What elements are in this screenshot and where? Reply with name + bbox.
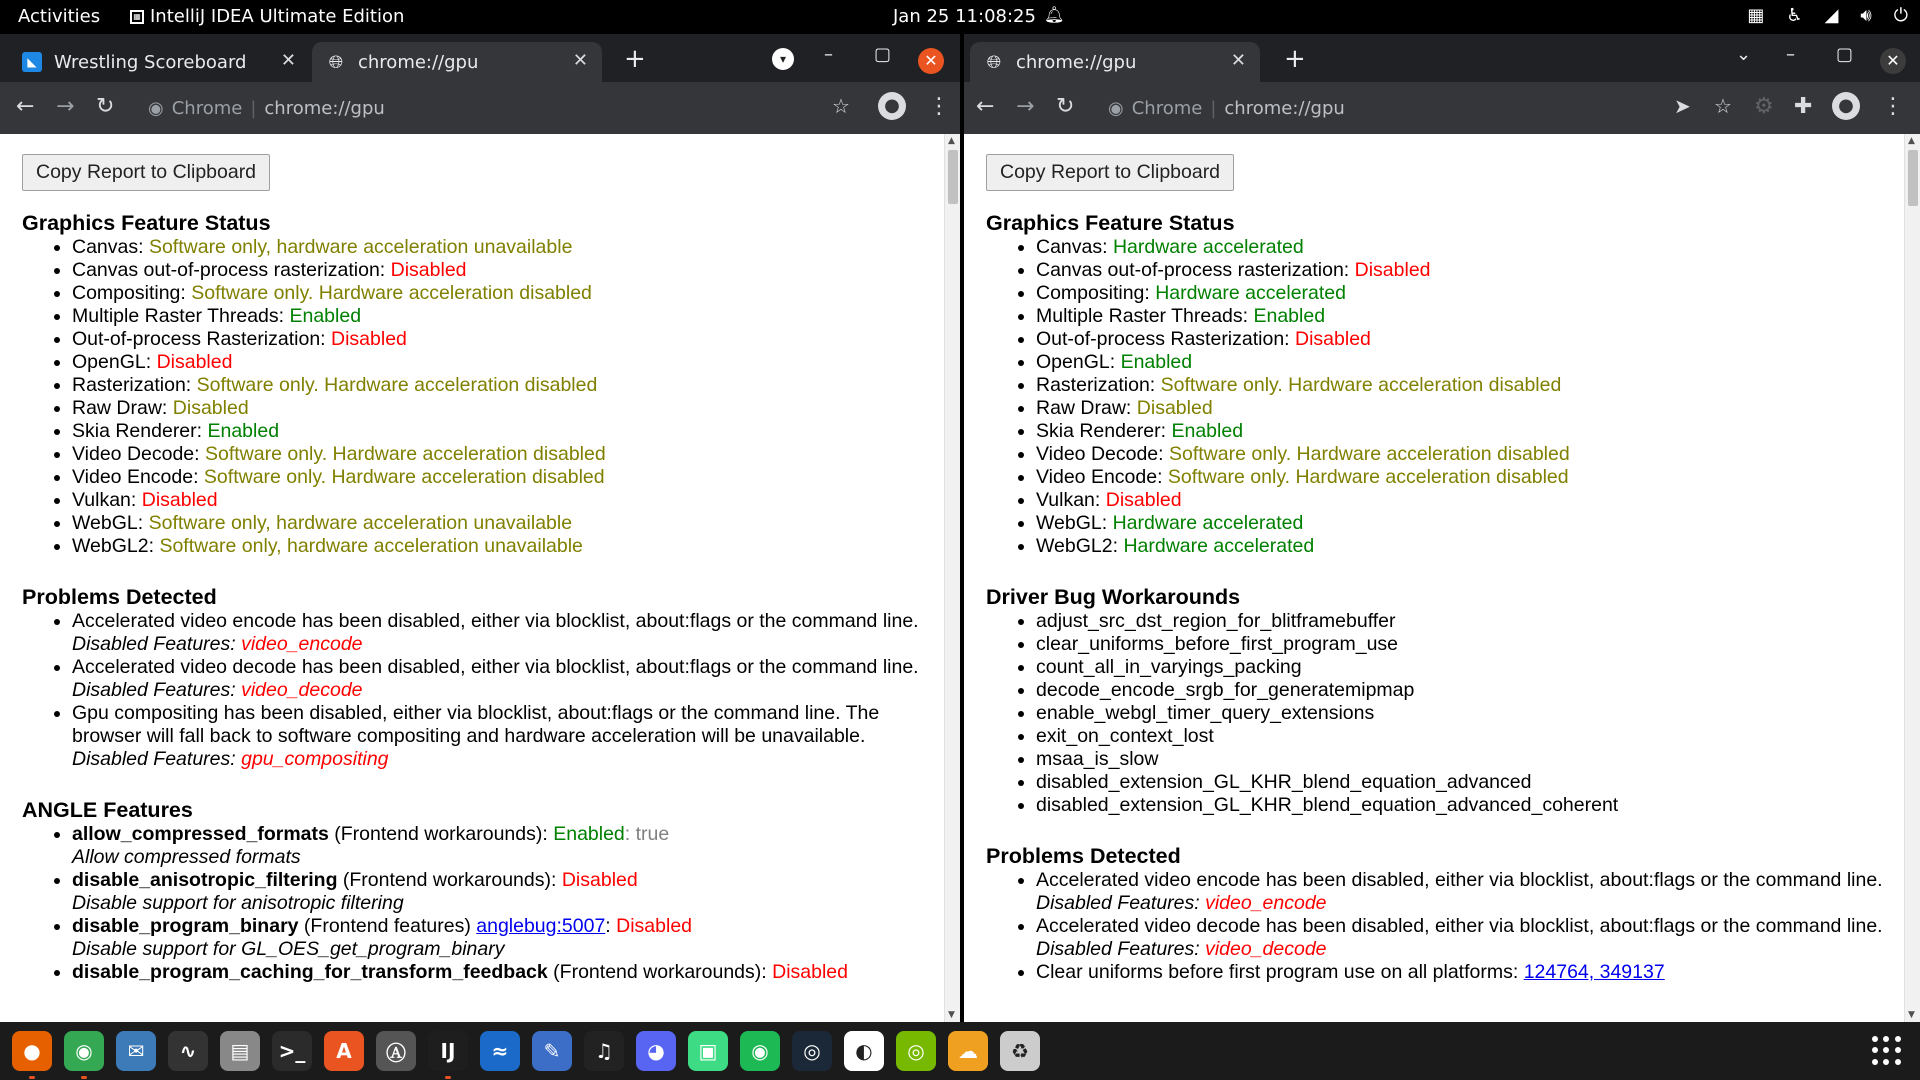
problem-item bbox=[72, 702, 942, 771]
close-tab-icon[interactable]: ✕ bbox=[1230, 50, 1246, 71]
disabled-feature-name: video_encode bbox=[1205, 892, 1327, 914]
feature-status-value: Disabled bbox=[331, 328, 407, 350]
forward-icon[interactable]: → bbox=[1016, 94, 1035, 119]
feature-status-item bbox=[1036, 351, 1902, 374]
feature-name: WebGL2: bbox=[72, 535, 160, 557]
feature-name: Multiple Raster Threads: bbox=[72, 305, 290, 327]
intellij-icon[interactable]: IJ bbox=[428, 1031, 468, 1071]
feature-status-value: Software only, hardware acceleration unavailable bbox=[148, 236, 573, 258]
new-tab-button[interactable]: + bbox=[624, 44, 646, 74]
vertical-scrollbar[interactable] bbox=[944, 134, 960, 1022]
tab-chrome-gpu[interactable] bbox=[970, 42, 1260, 82]
feature-name: WebGL2: bbox=[1036, 535, 1124, 557]
disabled-feature-name: video_encode bbox=[241, 633, 363, 655]
globe-icon: 🌐︎ bbox=[328, 51, 344, 73]
feature-name: Canvas: bbox=[72, 236, 149, 258]
volume-icon[interactable]: 🔊︎ bbox=[1860, 5, 1872, 26]
software-center-icon[interactable]: A bbox=[324, 1031, 364, 1071]
tab-title: Wrestling Scoreboard bbox=[54, 51, 247, 73]
feature-status-value: Hardware accelerated bbox=[1155, 282, 1346, 304]
problem-item bbox=[1036, 961, 1902, 984]
power-icon[interactable]: ⏻ bbox=[1893, 5, 1908, 26]
feature-status-value: Disabled bbox=[1354, 259, 1431, 281]
feature-status-item bbox=[72, 397, 942, 420]
problems-list bbox=[72, 610, 942, 771]
page-content bbox=[964, 134, 1902, 1022]
browser-window-right bbox=[964, 34, 1920, 1022]
nvidia-icon[interactable]: ◎ bbox=[896, 1031, 936, 1071]
scrollbar-thumb[interactable] bbox=[1908, 150, 1918, 206]
angle-feature-category: (Frontend features) bbox=[298, 915, 477, 937]
close-window-button[interactable]: ✕ bbox=[1880, 48, 1906, 74]
angle-feature-condition: : true bbox=[624, 823, 670, 845]
software-updater-icon[interactable]: Ⓐ bbox=[376, 1031, 416, 1071]
workaround-item: • enable_webgl_timer_query_extensions bbox=[1036, 702, 1902, 725]
feature-status-value: Software only. Hardware acceleration disabled bbox=[1160, 374, 1562, 396]
problem-text: Accelerated video decode has been disabled, either via blocklist, about:flags or the command line. bbox=[72, 656, 919, 678]
feature-status-item bbox=[1036, 328, 1902, 351]
weather-icon[interactable]: ☁ bbox=[948, 1031, 988, 1071]
angle-feature-status: Disabled bbox=[772, 961, 849, 983]
feature-status-item bbox=[72, 443, 942, 466]
tab-wrestling-scoreboard[interactable] bbox=[8, 42, 310, 82]
feature-name: Vulkan: bbox=[1036, 489, 1106, 511]
scrollbar-thumb[interactable] bbox=[948, 150, 958, 204]
globe-icon: 🌐︎ bbox=[986, 51, 1002, 73]
feature-status-item bbox=[1036, 259, 1902, 282]
send-tab-icon[interactable]: ➤ bbox=[1674, 94, 1691, 118]
angle-feature-name: allow_compressed_formats bbox=[72, 823, 329, 845]
feature-status-value: Software only. Hardware acceleration disabled bbox=[203, 466, 605, 488]
omnibox-url[interactable]: chrome://gpu bbox=[1224, 97, 1345, 119]
app-menu[interactable] bbox=[130, 6, 404, 27]
feature-status-value: Disabled bbox=[1136, 397, 1213, 419]
new-tab-button[interactable]: + bbox=[1284, 44, 1306, 74]
section-title: ANGLE Features bbox=[22, 798, 193, 822]
workaround-item: • disabled_extension_GL_KHR_blend_equation_advanced_coherent bbox=[1036, 794, 1902, 817]
angle-feature-description: Disable support for anisotropic filtering bbox=[72, 892, 404, 914]
feature-name: Compositing: bbox=[1036, 282, 1156, 304]
feature-name: Canvas: bbox=[1036, 236, 1113, 258]
wifi-icon[interactable]: ◢ bbox=[1824, 5, 1839, 26]
feature-status-value: Enabled bbox=[1171, 420, 1244, 442]
bookmark-star-icon[interactable]: ☆ bbox=[1714, 94, 1732, 118]
intellij-app-icon: ▦ bbox=[130, 10, 144, 24]
disabled-features-line bbox=[72, 679, 942, 702]
feature-status-value: Disabled bbox=[1295, 328, 1371, 350]
angle-feature-name: disable_program_caching_for_transform_feedback bbox=[72, 961, 548, 983]
terminal-icon[interactable]: >_ bbox=[272, 1031, 312, 1071]
feature-status-value: Disabled bbox=[390, 259, 467, 281]
feature-name: Raw Draw: bbox=[1036, 397, 1137, 419]
feature-name: Skia Renderer: bbox=[72, 420, 208, 442]
angle-feature-name: disable_anisotropic_filtering bbox=[72, 869, 338, 891]
feature-status-item bbox=[72, 489, 942, 512]
feature-name: Rasterization: bbox=[1036, 374, 1161, 396]
feature-status-value: Software only, hardware acceleration unavailable bbox=[148, 512, 573, 534]
discord-icon[interactable]: ◕ bbox=[636, 1031, 676, 1071]
menu-kebab-icon[interactable]: ⋮ bbox=[928, 94, 950, 119]
feature-status-item bbox=[1036, 535, 1902, 558]
feature-name: Rasterization: bbox=[72, 374, 197, 396]
omnibox-chip: Chrome bbox=[1131, 97, 1203, 119]
problem-item bbox=[1036, 869, 1902, 915]
feature-status-item bbox=[72, 236, 942, 259]
disabled-features-label: Disabled Features: bbox=[1036, 938, 1206, 960]
close-tab-icon[interactable]: ✕ bbox=[280, 50, 296, 71]
feature-status-value: Hardware accelerated bbox=[1112, 236, 1304, 258]
workaround-item: • adjust_src_dst_region_for_blitframebuffer bbox=[1036, 610, 1902, 633]
feature-status-value: Enabled bbox=[289, 305, 362, 327]
feature-status-item bbox=[1036, 305, 1902, 328]
feature-status-item bbox=[1036, 443, 1902, 466]
angle-feature-status: Disabled bbox=[616, 915, 693, 937]
workaround-item: • decode_encode_srgb_for_generatemipmap bbox=[1036, 679, 1902, 702]
disabled-features-label: Disabled Features: bbox=[72, 633, 242, 655]
section-title: Graphics Feature Status bbox=[986, 211, 1235, 235]
feature-status-value: Hardware accelerated bbox=[1112, 512, 1304, 534]
back-icon[interactable]: ← bbox=[976, 94, 995, 119]
feature-name: Video Decode: bbox=[72, 443, 205, 465]
close-tab-icon[interactable]: ✕ bbox=[572, 50, 588, 71]
disabled-feature-name: video_decode bbox=[1205, 938, 1327, 960]
angle-features-list bbox=[72, 823, 942, 984]
profile-avatar[interactable]: ● bbox=[878, 92, 906, 120]
feature-name: Out-of-process Rasterization: bbox=[72, 328, 332, 350]
problems-list bbox=[1036, 869, 1902, 984]
feature-name: OpenGL: bbox=[1036, 351, 1121, 373]
activities-button[interactable]: Activities bbox=[18, 6, 101, 27]
disabled-features-line bbox=[72, 633, 942, 656]
feature-name: Canvas out-of-process rasterization: bbox=[72, 259, 391, 281]
feature-status-item bbox=[1036, 236, 1902, 259]
feature-status-value: Disabled bbox=[141, 489, 218, 511]
problem-text: Clear uniforms before first program use on all platforms: bbox=[1036, 961, 1524, 983]
feature-status-item bbox=[72, 282, 942, 305]
reload-icon[interactable]: ↻ bbox=[96, 94, 115, 119]
workaround-item: • exit_on_context_lost bbox=[1036, 725, 1902, 748]
feature-status-item bbox=[72, 535, 942, 558]
chrome-icon[interactable]: ◉ bbox=[64, 1031, 104, 1071]
omnibox-separator: | bbox=[250, 97, 257, 119]
feature-status-item bbox=[1036, 397, 1902, 420]
bookmark-star-icon[interactable]: ☆ bbox=[832, 94, 850, 118]
feature-name: Out-of-process Rasterization: bbox=[1036, 328, 1296, 350]
feature-status-value: Software only, hardware acceleration unavailable bbox=[159, 535, 583, 557]
android-icon[interactable]: ▣ bbox=[688, 1031, 728, 1071]
app-menu-label: IntelliJ IDEA Ultimate Edition bbox=[150, 6, 405, 27]
feature-status-item bbox=[72, 420, 942, 443]
angle-bug-link[interactable]: anglebug:5007 bbox=[476, 915, 606, 937]
omnibox-separator: | bbox=[1210, 97, 1217, 119]
system-monitor-icon[interactable]: ∿ bbox=[168, 1031, 208, 1071]
angle-feature-category: (Frontend workarounds): bbox=[337, 869, 562, 891]
problem-text: Gpu compositing has been disabled, either via blocklist, about:flags or the command line. The browser will fall back to software compositing and hardware acceleration will be unavailable. bbox=[72, 702, 880, 747]
problem-item bbox=[72, 610, 942, 656]
driver-workarounds-list bbox=[1036, 610, 1902, 817]
angle-feature-name: disable_program_binary bbox=[72, 915, 299, 937]
system-top-bar bbox=[0, 0, 1920, 34]
minimize-button[interactable]: – bbox=[1786, 44, 1795, 65]
dock bbox=[0, 1022, 1920, 1080]
feature-name: Video Decode: bbox=[1036, 443, 1169, 465]
menu-kebab-icon[interactable]: ⋮ bbox=[1882, 94, 1904, 119]
copy-report-button[interactable]: Copy Report to Clipboard bbox=[986, 154, 1234, 191]
feature-name: Video Encode: bbox=[72, 466, 204, 488]
angle-feature-item bbox=[72, 961, 942, 984]
chrome-security-icon: ◉ bbox=[1108, 97, 1124, 119]
problem-text: Accelerated video decode has been disabled, either via blocklist, about:flags or the command line. bbox=[1036, 915, 1883, 937]
problem-text: Accelerated video encode has been disabled, either via blocklist, about:flags or the command line. bbox=[72, 610, 919, 632]
angle-feature-category: (Frontend workarounds): bbox=[328, 823, 554, 845]
scroll-down-arrow-icon[interactable]: ▼ bbox=[948, 1010, 955, 1020]
problem-item bbox=[72, 656, 942, 702]
feature-status-value: Enabled bbox=[1253, 305, 1326, 327]
bug-links[interactable]: 124764, 349137 bbox=[1523, 961, 1665, 983]
feature-name: WebGL: bbox=[1036, 512, 1113, 534]
omnibox[interactable] bbox=[1108, 90, 1608, 126]
feature-name: Multiple Raster Threads: bbox=[1036, 305, 1254, 327]
steam-icon[interactable]: ◎ bbox=[792, 1031, 832, 1071]
minimize-button[interactable]: – bbox=[824, 44, 833, 65]
feature-name: Compositing: bbox=[72, 282, 192, 304]
app-favicon-icon: ◣ bbox=[22, 52, 42, 72]
feature-status-value: Disabled bbox=[1105, 489, 1182, 511]
angle-feature-category: (Frontend workarounds): bbox=[547, 961, 773, 983]
feature-status-item bbox=[1036, 489, 1902, 512]
accessibility-icon[interactable]: ♿︎ bbox=[1786, 5, 1803, 26]
feature-status-list bbox=[1036, 236, 1902, 558]
feature-status-item bbox=[1036, 466, 1902, 489]
page-content bbox=[0, 134, 942, 1022]
workspace-icon[interactable]: ▦ bbox=[1747, 5, 1765, 26]
disabled-features-label: Disabled Features: bbox=[1036, 892, 1206, 914]
workaround-item: • msaa_is_slow bbox=[1036, 748, 1902, 771]
feature-status-value: Enabled bbox=[1120, 351, 1193, 373]
trash-icon[interactable]: ♻ bbox=[1000, 1031, 1040, 1071]
extension-gear-icon[interactable]: ⚙ bbox=[1754, 94, 1774, 119]
colon-separator: : bbox=[605, 915, 617, 937]
omnibox-url[interactable]: chrome://gpu bbox=[264, 97, 385, 119]
disabled-features-line bbox=[72, 748, 942, 771]
tab-chrome-gpu[interactable] bbox=[312, 42, 602, 82]
disabled-feature-name: video_decode bbox=[241, 679, 363, 701]
tab-title: chrome://gpu bbox=[1016, 51, 1137, 73]
firefox-icon[interactable]: ● bbox=[12, 1031, 52, 1071]
feature-status-value: Disabled bbox=[172, 397, 249, 419]
feature-status-item bbox=[1036, 420, 1902, 443]
files-icon[interactable]: ▤ bbox=[220, 1031, 260, 1071]
scroll-up-arrow-icon[interactable]: ▲ bbox=[1908, 136, 1915, 146]
disabled-features-label: Disabled Features: bbox=[72, 748, 242, 770]
feature-status-item bbox=[72, 305, 942, 328]
section-title: Graphics Feature Status bbox=[22, 211, 271, 235]
feature-status-item bbox=[1036, 374, 1902, 397]
forward-icon[interactable]: → bbox=[56, 94, 75, 119]
feature-status-list bbox=[72, 236, 942, 558]
feature-status-item bbox=[72, 512, 942, 535]
workaround-item: • disabled_extension_GL_KHR_blend_equation_advanced bbox=[1036, 771, 1902, 794]
tab-search-icon[interactable]: ▾ bbox=[772, 48, 794, 70]
feature-status-item bbox=[72, 374, 942, 397]
music-icon[interactable]: ♫ bbox=[584, 1031, 624, 1071]
maximize-button[interactable]: ▢ bbox=[1836, 44, 1854, 65]
back-icon[interactable]: ← bbox=[16, 94, 35, 119]
system-tray[interactable] bbox=[1747, 5, 1908, 26]
feature-status-item bbox=[72, 328, 942, 351]
feature-name: Vulkan: bbox=[72, 489, 142, 511]
browser-toolbar bbox=[964, 82, 1920, 134]
feature-status-item bbox=[1036, 282, 1902, 305]
spotify-icon[interactable]: ◉ bbox=[740, 1031, 780, 1071]
reload-icon[interactable]: ↻ bbox=[1056, 94, 1075, 119]
angle-feature-item bbox=[72, 823, 942, 869]
angle-feature-description: Disable support for GL_OES_get_program_binary bbox=[72, 938, 505, 960]
angle-feature-status: Disabled bbox=[561, 869, 638, 891]
show-apps-grid-icon[interactable] bbox=[1872, 1036, 1902, 1066]
workaround-item: • clear_uniforms_before_first_program_use bbox=[1036, 633, 1902, 656]
angle-feature-status: Enabled bbox=[553, 823, 625, 845]
feature-status-item bbox=[72, 351, 942, 374]
feature-name: WebGL: bbox=[72, 512, 149, 534]
tab-strip bbox=[964, 34, 1920, 82]
angle-feature-description: Allow compressed formats bbox=[72, 846, 301, 868]
section-title: Driver Bug Workarounds bbox=[986, 585, 1241, 609]
feature-status-value: Software only. Hardware acceleration disabled bbox=[1169, 443, 1570, 465]
chrome-security-icon: ◉ bbox=[148, 97, 164, 119]
feature-status-value: Disabled bbox=[156, 351, 233, 373]
notification-bell-icon: 🔔︎ bbox=[1044, 5, 1065, 24]
omnibox-chip: Chrome bbox=[171, 97, 243, 119]
scroll-up-arrow-icon[interactable]: ▲ bbox=[948, 136, 955, 146]
feature-status-value: Enabled bbox=[207, 420, 280, 442]
section-title: Problems Detected bbox=[986, 844, 1181, 868]
feature-name: Canvas out-of-process rasterization: bbox=[1036, 259, 1355, 281]
disabled-features-line bbox=[1036, 892, 1902, 915]
dock-icons bbox=[0, 1031, 1040, 1071]
close-window-button[interactable]: ✕ bbox=[918, 48, 944, 74]
omnibox[interactable] bbox=[148, 90, 708, 126]
angle-feature-item bbox=[72, 869, 942, 915]
section-title: Problems Detected bbox=[22, 585, 217, 609]
feature-status-value: Software only. Hardware acceleration disabled bbox=[205, 443, 606, 465]
feature-name: Video Encode: bbox=[1036, 466, 1168, 488]
scroll-down-arrow-icon[interactable]: ▼ bbox=[1908, 1010, 1915, 1020]
text-editor-icon[interactable]: ✎ bbox=[532, 1031, 572, 1071]
tab-strip bbox=[0, 34, 960, 82]
feature-status-value: Software only. Hardware acceleration disabled bbox=[196, 374, 598, 396]
angle-feature-item bbox=[72, 915, 942, 961]
clion-icon[interactable]: ≈ bbox=[480, 1031, 520, 1071]
tab-title: chrome://gpu bbox=[358, 51, 479, 73]
workaround-item: • count_all_in_varyings_packing bbox=[1036, 656, 1902, 679]
feature-status-value: Software only. Hardware acceleration disabled bbox=[1167, 466, 1569, 488]
profile-avatar[interactable]: ● bbox=[1832, 92, 1860, 120]
problem-item bbox=[1036, 915, 1902, 961]
disabled-features-line bbox=[1036, 938, 1902, 961]
feature-status-item bbox=[72, 259, 942, 282]
feature-status-value: Hardware accelerated bbox=[1123, 535, 1315, 557]
feature-name: Raw Draw: bbox=[72, 397, 173, 419]
tab-search-icon[interactable]: ⌄ bbox=[1736, 44, 1752, 65]
extensions-puzzle-icon[interactable]: ✚ bbox=[1794, 94, 1813, 119]
feature-name: Skia Renderer: bbox=[1036, 420, 1172, 442]
kde-connect-icon[interactable]: ◐ bbox=[844, 1031, 884, 1071]
browser-toolbar bbox=[0, 82, 960, 134]
feature-status-value: Software only. Hardware acceleration disabled bbox=[191, 282, 592, 304]
feature-status-item bbox=[72, 466, 942, 489]
browser-window-left bbox=[0, 34, 960, 1022]
mail-icon[interactable]: ✉ bbox=[116, 1031, 156, 1071]
feature-name: OpenGL: bbox=[72, 351, 157, 373]
disabled-feature-name: gpu_compositing bbox=[241, 748, 389, 770]
copy-report-button[interactable]: Copy Report to Clipboard bbox=[22, 154, 270, 191]
disabled-features-label: Disabled Features: bbox=[72, 679, 242, 701]
vertical-scrollbar[interactable] bbox=[1904, 134, 1920, 1022]
clock[interactable]: Jan 25 11:08:25 bbox=[893, 6, 1036, 27]
problem-text: Accelerated video encode has been disabled, either via blocklist, about:flags or the command line. bbox=[1036, 869, 1883, 891]
maximize-button[interactable]: ▢ bbox=[874, 44, 892, 65]
feature-status-item bbox=[1036, 512, 1902, 535]
